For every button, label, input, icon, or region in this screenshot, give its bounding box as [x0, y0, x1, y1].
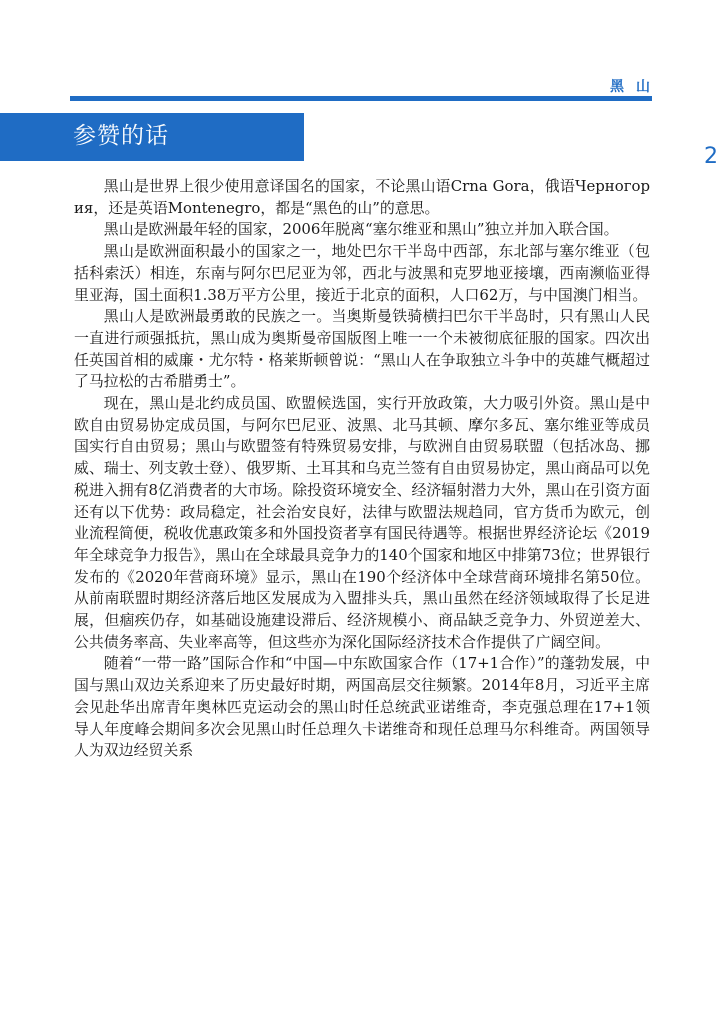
page-number: 2 — [704, 144, 718, 169]
paragraph: 现在，黑山是北约成员国、欧盟候选国，实行开放政策，大力吸引外资。黑山是中欧自由贸易协定成员国，与阿尔巴尼亚、波黑、北马其顿、摩尔多瓦、塞尔维亚等成员国实行自由贸易；黑山与欧盟签有特殊贸易安排，与欧洲自由贸易联盟（包括冰岛、挪威、瑞士、列支敦士登）、俄罗斯、土耳其和乌克兰签有自由贸易协定，黑山商品可以免税进入拥有8亿消费者的大市场。除投资环境安全、经济辐射潜力大外，黑山在引资方面还有以下优势：政局稳定，社会治安良好，法律与欧盟法规趋同，官方货币为欧元，创业流程简便，税收优惠政策多和外国投资者享有国民待遇等。根据世界经济论坛《2019年全球竞争力报告》，黑山在全球最具竞争力的140个国家和地区中排第73位；世界银行发布的《2020年营商环境》显示，黑山在190个经济体中全球营商环境排名第50位。从前南联盟时期经济落后地区发展成为入盟排头兵，黑山虽然在经济领域取得了长足进展，但痼疾仍存，如基础设施建设滞后、经济规模小、商品缺乏竞争力、外贸逆差大、公共债务率高、失业率高等，但这些亦为深化国际经济技术合作提供了广阔空间。 — [74, 394, 650, 651]
paragraph: 黑山是世界上很少使用意译国名的国家，不论黑山语Crna Gora，俄语Черногория，还是英语Montenegro，都是“黑色的山”的意思。 — [74, 177, 650, 217]
paragraph: 黑山是欧洲最年轻的国家，2006年脱离“塞尔维亚和黑山”独立并加入联合国。 — [103, 220, 619, 239]
body-text — [74, 176, 650, 762]
section-title: 参赞的话 — [73, 123, 169, 149]
section-banner — [0, 113, 304, 161]
running-head: 黑山 — [610, 79, 662, 95]
paragraph: 随着“一带一路”国际合作和“中国—中东欧国家合作（17+1合作）”的蓬勃发展，中国与黑山双边关系迎来了历史最好时期，两国高层交往频繁。2014年8月，习近平主席会见赴华出席青年奥林匹克运动会的黑山时任总统武亚诺维奇，李克强总理在17+1领导人年度峰会期间多次会见黑山时任总理久卡诺维奇和现任总理马尔科维奇。两国领导人为双边经贸关系 — [74, 654, 650, 760]
paragraph: 黑山是欧洲面积最小的国家之一，地处巴尔干半岛中西部，东北部与塞尔维亚（包括科索沃）相连，东南与阿尔巴尼亚为邻，西北与波黑和克罗地亚接壤，西南濒临亚得里亚海，国土面积1.38万平方公里，接近于北京的面积，人口62万，与中国澳门相当。 — [74, 242, 650, 304]
header-rule — [70, 96, 652, 101]
paragraph: 黑山人是欧洲最勇敢的民族之一。当奥斯曼铁骑横扫巴尔干半岛时，只有黑山人民一直进行顽强抵抗，黑山成为奥斯曼帝国版图上唯一一个未被彻底征服的国家。四次出任英国首相的威廉・尤尔特・格莱斯顿曾说：“黑山人在争取独立斗争中的英雄气概超过了马拉松的古希腊勇士”。 — [74, 307, 650, 391]
